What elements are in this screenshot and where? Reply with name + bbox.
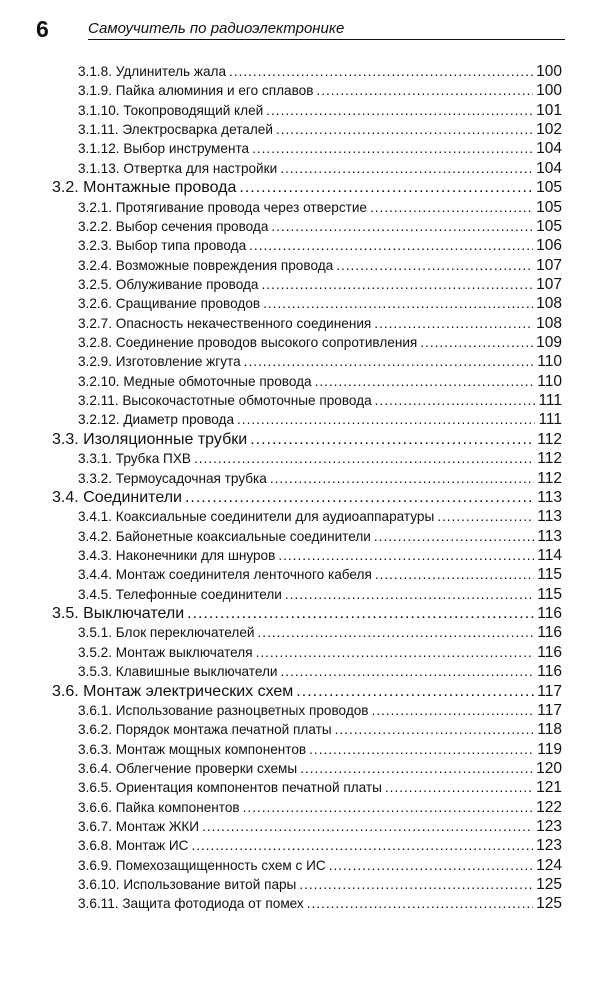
toc-subsection xyxy=(0,585,600,604)
toc-page-number: 116 xyxy=(537,605,562,623)
toc-page-number: 119 xyxy=(537,740,562,758)
header-rule xyxy=(88,39,565,40)
toc-subsection xyxy=(0,139,600,158)
toc-section xyxy=(0,178,600,197)
toc-subsection xyxy=(0,62,600,81)
toc-page-number: 125 xyxy=(536,895,562,913)
toc-page-number: 121 xyxy=(536,779,562,797)
dot-leader xyxy=(244,352,535,371)
toc-subsection xyxy=(0,275,600,294)
dot-leader xyxy=(375,565,534,584)
toc-subsection xyxy=(0,120,600,139)
toc-entry-title: 3.6.1. Использование разноцветных проводов xyxy=(78,702,369,718)
toc-subsection xyxy=(0,81,600,100)
toc-page-number: 104 xyxy=(536,140,562,158)
toc-page-number: 123 xyxy=(536,818,562,836)
toc-entry-title: 3.5. Выключатели xyxy=(52,605,185,623)
toc-page-number: 100 xyxy=(536,63,562,80)
toc-entry-title: 3.4.1. Коаксиальные соединители для аудиоаппаратуры xyxy=(78,509,435,525)
toc-page-number: 124 xyxy=(536,856,562,874)
toc-entry-title: 3.2.4. Возможные повреждения провода xyxy=(78,257,334,273)
toc-subsection xyxy=(0,894,600,913)
toc-entry-title: 3.2.11. Высокочастотные обмоточные провода xyxy=(78,393,372,409)
toc-entry-title: 3.2.8. Соединение проводов высокого сопротивления xyxy=(78,335,418,351)
toc-page-number: 113 xyxy=(537,508,562,526)
dot-leader xyxy=(185,488,534,507)
toc-page-number: 105 xyxy=(536,198,562,216)
toc-entry-title: 3.6.6. Пайка компонентов xyxy=(78,799,240,815)
toc-entry-title: 3.1.11. Электросварка деталей xyxy=(78,122,273,138)
dot-leader xyxy=(270,469,534,488)
toc-subsection xyxy=(0,546,600,565)
dot-leader xyxy=(336,256,533,275)
dot-leader xyxy=(194,449,534,468)
toc-page-number: 117 xyxy=(537,682,562,700)
toc-entry-title: 3.6.4. Облегчение проверки схемы xyxy=(78,760,298,776)
dot-leader xyxy=(243,798,533,817)
toc-entry-title: 3.5.1. Блок переключателей xyxy=(78,625,255,641)
toc-page-number: 120 xyxy=(536,759,562,777)
toc-subsection xyxy=(0,352,600,371)
toc-entry-title: 3.2.2. Выбор сечения провода xyxy=(78,218,269,234)
toc-entry-title: 3.4.5. Телефонные соединители xyxy=(78,586,282,602)
toc-entry-title: 3.6.3. Монтаж мощных компонентов xyxy=(78,741,307,757)
dot-leader xyxy=(237,410,535,429)
toc-page-number: 107 xyxy=(536,275,562,293)
dot-leader xyxy=(202,817,533,836)
toc-subsection xyxy=(0,391,600,410)
toc-entry-title: 3.6.2. Порядок монтажа печатной платы xyxy=(78,722,332,738)
dot-leader xyxy=(285,585,534,604)
toc-entry-title: 3.3. Изоляционные трубки xyxy=(52,430,248,448)
toc-entry-title: 3.6.10. Использование витой пары xyxy=(78,877,297,893)
toc-page-number: 110 xyxy=(537,372,562,390)
toc-page-number: 115 xyxy=(537,585,562,603)
toc-subsection xyxy=(0,101,600,120)
dot-leader xyxy=(372,701,535,720)
toc-page-number: 101 xyxy=(536,101,562,119)
toc-page-number: 104 xyxy=(536,159,562,177)
toc-page-number: 109 xyxy=(536,334,562,352)
toc-page-number: 113 xyxy=(537,527,562,545)
dot-leader xyxy=(239,178,533,197)
toc-entry-title: 3.2. Монтажные провода xyxy=(52,179,237,197)
dot-leader xyxy=(309,740,534,759)
dot-leader xyxy=(249,236,533,255)
toc-entry-title: 3.2.6. Сращивание проводов xyxy=(78,296,261,312)
dot-leader xyxy=(307,894,533,913)
toc-entry-title: 3.2.5. Облуживание провода xyxy=(78,276,259,292)
toc-subsection xyxy=(0,372,600,391)
toc-subsection xyxy=(0,720,600,739)
dot-leader xyxy=(271,217,533,236)
toc-entry-title: 3.6.7. Монтаж ЖКИ xyxy=(78,819,200,835)
toc-section xyxy=(0,682,600,701)
toc-entry-title: 3.2.3. Выбор типа провода xyxy=(78,238,247,254)
dot-leader xyxy=(420,333,533,352)
toc-section xyxy=(0,430,600,449)
toc-subsection xyxy=(0,527,600,546)
toc-entry-title: 3.6.5. Ориентация компонентов печатной платы xyxy=(78,780,382,796)
toc-entry-title: 3.6.11. Защита фотодиода от помех xyxy=(78,896,304,912)
toc-subsection xyxy=(0,701,600,720)
toc-entry-title: 3.2.10. Медные обмоточные провода xyxy=(78,373,312,389)
toc-subsection xyxy=(0,836,600,855)
toc-subsection xyxy=(0,643,600,662)
toc-entry-title: 3.4. Соединители xyxy=(52,488,182,506)
toc-entry-title: 3.1.12. Выбор инструмента xyxy=(78,141,250,157)
toc-subsection xyxy=(0,778,600,797)
toc-entry-title: 3.1.13. Отвертка для настройки xyxy=(78,160,278,176)
toc-page-number: 108 xyxy=(536,295,562,313)
toc-entry-title: 3.2.9. Изготовление жгута xyxy=(78,354,241,370)
toc-entry-title: 3.4.4. Монтаж соединителя ленточного кабеля xyxy=(78,567,372,583)
toc-page-number: 118 xyxy=(537,721,562,739)
dot-leader xyxy=(250,430,534,449)
toc-subsection xyxy=(0,469,600,488)
toc-subsection xyxy=(0,817,600,836)
toc-subsection xyxy=(0,623,600,642)
page-number: 6 xyxy=(36,16,49,42)
dot-leader xyxy=(296,682,534,701)
dot-leader xyxy=(263,294,533,313)
dot-leader xyxy=(261,275,533,294)
toc-page-number: 125 xyxy=(536,876,562,894)
dot-leader xyxy=(191,836,533,855)
dot-leader xyxy=(329,856,533,875)
toc-page-number: 111 xyxy=(538,411,562,429)
toc-page-number: 108 xyxy=(536,314,562,332)
dot-leader xyxy=(276,120,533,139)
dot-leader xyxy=(252,139,533,158)
toc-page-number: 102 xyxy=(536,121,562,139)
toc-subsection xyxy=(0,294,600,313)
toc-entry-title: 3.6.8. Монтаж ИС xyxy=(78,838,189,854)
toc-entry-title: 3.4.3. Наконечники для шнуров xyxy=(78,547,276,563)
toc-page-number: 110 xyxy=(537,353,562,371)
toc-page-number: 112 xyxy=(537,430,562,448)
dot-leader xyxy=(315,372,535,391)
dot-leader xyxy=(278,546,534,565)
toc-entry-title: 3.1.8. Удлинитель жала xyxy=(78,64,227,79)
dot-leader xyxy=(375,391,536,410)
toc-entry-title: 3.1.9. Пайка алюминия и его сплавов xyxy=(78,83,314,99)
dot-leader xyxy=(280,159,533,178)
dot-leader xyxy=(281,662,535,681)
toc-entry-title: 3.5.2. Монтаж выключателя xyxy=(78,644,253,660)
dot-leader xyxy=(187,604,534,623)
toc-entry-title: 3.2.7. Опасность некачественного соединения xyxy=(78,315,372,331)
toc-page-number: 112 xyxy=(537,450,562,468)
dot-leader xyxy=(300,759,533,778)
toc-entry-title: 3.6.9. Помехозащищенность схем с ИС xyxy=(78,857,326,873)
toc-entry-title: 3.4.2. Байонетные коаксиальные соединители xyxy=(78,528,371,544)
toc-entry-title: 3.2.12. Диаметр провода xyxy=(78,412,235,428)
dot-leader xyxy=(266,101,533,120)
toc-entry-title: 3.6. Монтаж электрических схем xyxy=(52,682,294,700)
toc-subsection xyxy=(0,740,600,759)
toc-page-number: 116 xyxy=(537,663,562,681)
toc-subsection xyxy=(0,333,600,352)
toc-page-number: 122 xyxy=(536,798,562,816)
dot-leader xyxy=(437,507,534,526)
toc-section xyxy=(0,488,600,507)
dot-leader xyxy=(299,875,533,894)
toc-subsection xyxy=(0,875,600,894)
toc-page-number: 113 xyxy=(537,488,562,506)
dot-leader xyxy=(258,623,535,642)
toc-section xyxy=(0,604,600,623)
toc-page-number: 105 xyxy=(536,179,562,197)
toc-subsection xyxy=(0,217,600,236)
toc-subsection xyxy=(0,856,600,875)
toc-page-number: 100 xyxy=(536,82,562,100)
toc-subsection xyxy=(0,256,600,275)
toc-page-number: 116 xyxy=(537,643,562,661)
toc-page-number: 116 xyxy=(537,624,562,642)
dot-leader xyxy=(229,62,533,81)
toc-page-number: 106 xyxy=(536,237,562,255)
toc-page-number: 123 xyxy=(536,837,562,855)
toc-entry-title: 3.3.2. Термоусадочная трубка xyxy=(78,470,267,486)
running-header xyxy=(36,14,565,42)
dot-leader xyxy=(374,527,534,546)
toc-page-number: 114 xyxy=(537,546,562,564)
toc-subsection xyxy=(0,449,600,468)
dot-leader xyxy=(370,198,533,217)
toc-entry-title: 3.2.1. Протягивание провода через отверстие xyxy=(78,199,367,215)
toc-page-number: 112 xyxy=(537,469,562,487)
toc-subsection xyxy=(0,565,600,584)
toc-subsection xyxy=(0,410,600,429)
toc-subsection xyxy=(0,662,600,681)
toc-entry-title: 3.3.1. Трубка ПХВ xyxy=(78,451,191,467)
dot-leader xyxy=(335,720,535,739)
toc-subsection xyxy=(0,236,600,255)
toc-subsection xyxy=(0,314,600,333)
toc-subsection xyxy=(0,759,600,778)
toc-subsection xyxy=(0,198,600,217)
toc-subsection xyxy=(0,159,600,178)
toc-page-number: 111 xyxy=(538,392,562,410)
dot-leader xyxy=(256,643,535,662)
toc-subsection xyxy=(0,507,600,526)
toc-page-number: 107 xyxy=(536,256,562,274)
dot-leader xyxy=(374,314,533,333)
table-of-contents xyxy=(0,62,600,914)
book-title: Самоучитель по радиоэлектронике xyxy=(88,20,345,37)
toc-subsection xyxy=(0,798,600,817)
toc-page-number: 117 xyxy=(537,701,562,719)
toc-page-number: 115 xyxy=(537,566,562,584)
toc-entry-title: 3.5.3. Клавишные выключатели xyxy=(78,664,278,680)
dot-leader xyxy=(316,81,533,100)
toc-page-number: 105 xyxy=(536,217,562,235)
dot-leader xyxy=(385,778,533,797)
toc-entry-title: 3.1.10. Токопроводящий клей xyxy=(78,102,264,118)
